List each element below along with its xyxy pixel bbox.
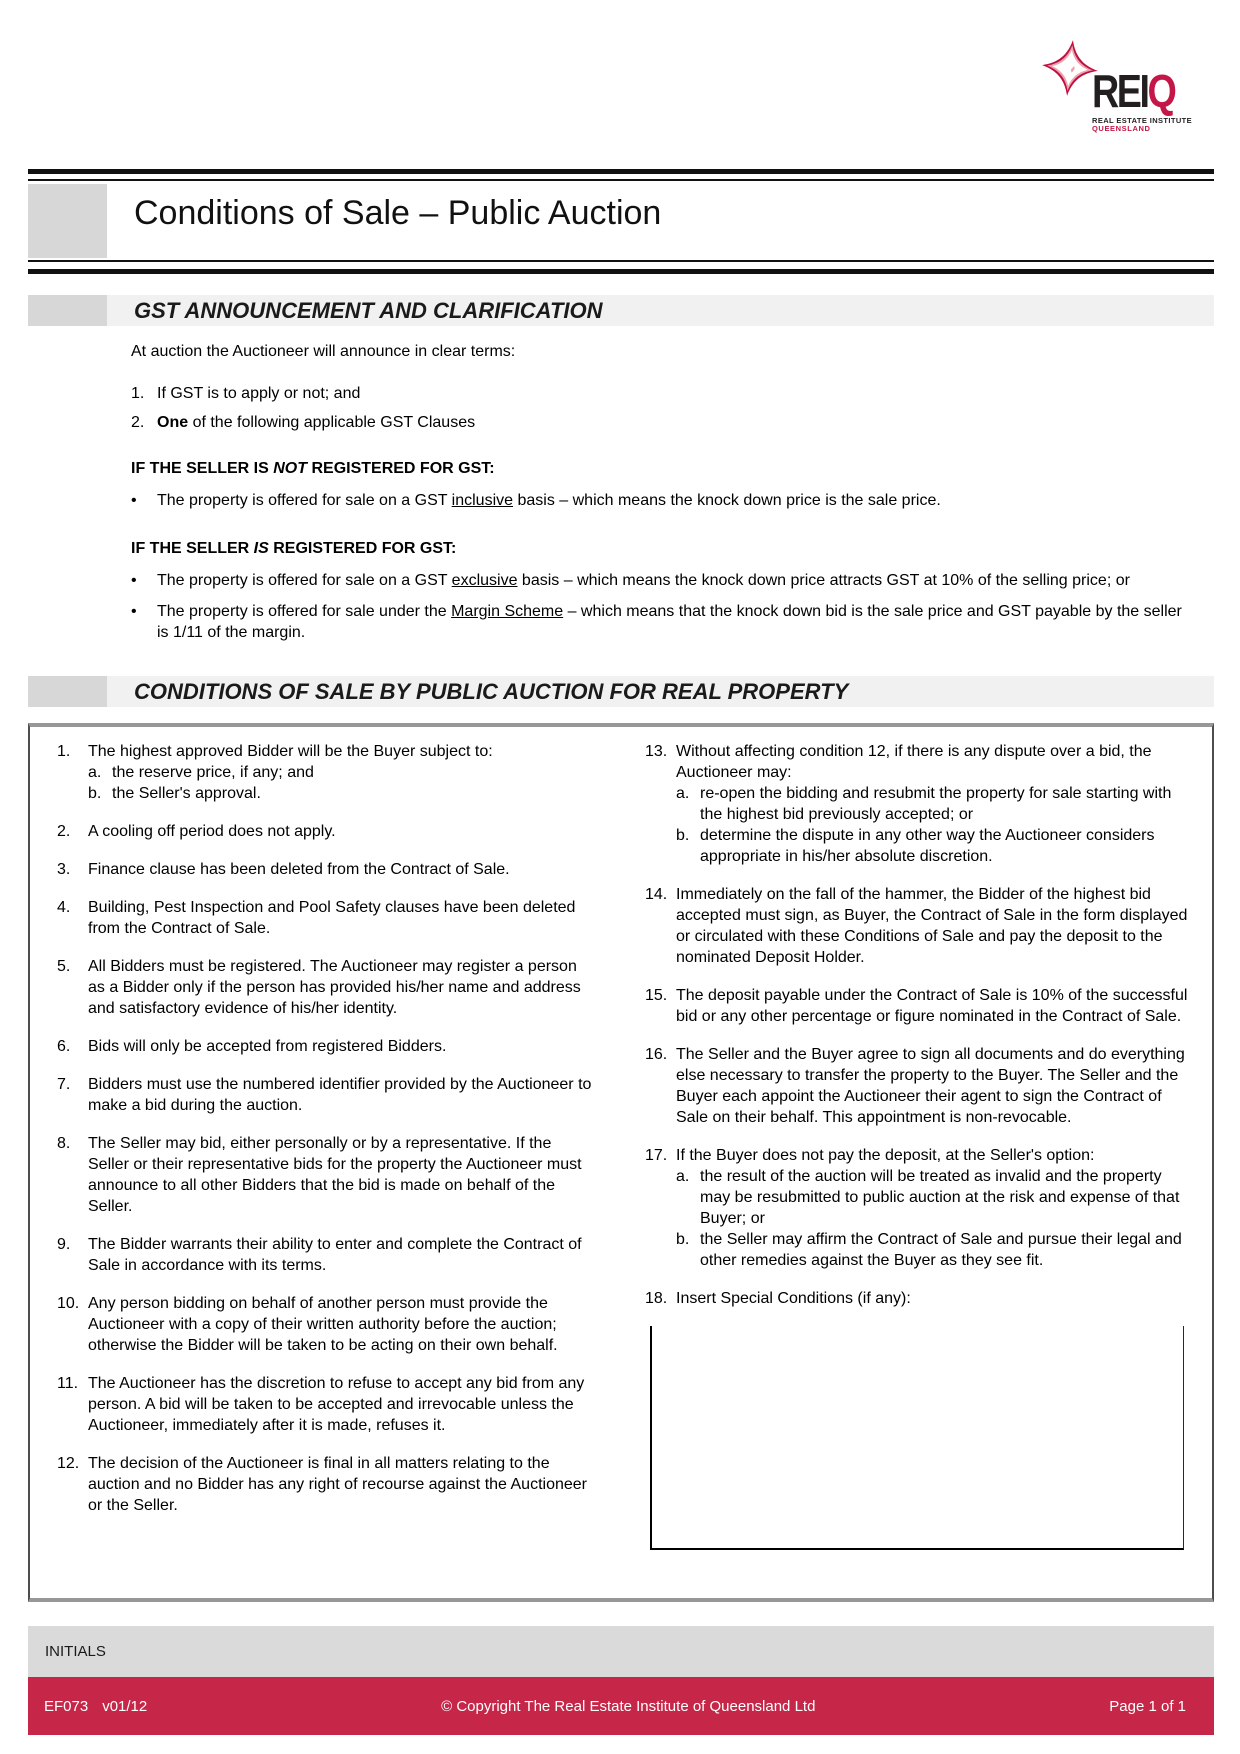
sub-item: a. the reserve price, if any; and [88,764,314,781]
condition-item [57,821,594,842]
gst-section-bar [28,295,1214,326]
gst-section-body [131,341,1193,653]
conditions-column-left [57,741,594,1533]
item-number: 4. [57,899,71,916]
bullet-text: The property is offered for sale on a GST inclusive basis – which means the knock down price is the sale price. [157,492,941,509]
logo-tagline: REAL ESTATE INSTITUTE [1092,116,1193,125]
item-text: Immediately on the fall of the hammer, the Bidder of the highest bid accepted must sign, as Buyer, the Contract of Sale in the form displayed or circulated with these Conditions of Sale and pay the deposit to the nominated Deposit Holder. [676,886,1188,966]
form-code: EF073 [44,1697,89,1715]
item-number: 12. [57,1455,80,1472]
item-text: Bids will only be accepted from registered Bidders. [88,1038,447,1055]
sub-item: a. the result of the auction will be treated as invalid and the property may be resubmitted to public auction at the risk and expense of that Buyer; or [676,1168,1180,1227]
condition-item [57,859,594,880]
condition-item [57,1373,594,1436]
footer-copyright: © Copyright The Real Estate Institute of Queensland Ltd [441,1697,816,1715]
seller-not-registered-heading: IF THE SELLER IS NOT REGISTERED FOR GST: [131,460,495,477]
item-number: 17. [645,1147,668,1164]
bullet-item [131,570,1193,591]
item-number: 6. [57,1038,71,1055]
condition-item [57,1293,594,1356]
bullet-item [131,601,1193,643]
section-bar-square [28,295,107,326]
list-item [131,383,1193,404]
divider [28,179,1214,181]
item-text: Building, Pest Inspection and Pool Safety clauses have been deleted from the Contract of Sale. [88,899,576,937]
sub-item: b. determine the dispute in any other way the Auctioneer considers appropriate in his/her absolute discretion. [676,827,1155,865]
condition-item [57,1074,594,1116]
item-text: The deposit payable under the Contract of Sale is 10% of the successful bid or any other percentage or figure nominated in the Contract of Sale. [676,987,1188,1025]
item-number: 15. [645,987,668,1004]
item-text: The decision of the Auctioneer is final in all matters relating to the auction and no Bidder has any right of recourse against the Auctioneer or the Seller. [88,1455,587,1514]
bullet-icon: • [131,572,137,589]
item-number: 9. [57,1236,71,1253]
conditions-section-bar [28,676,1214,707]
list-item [131,412,1193,433]
footer-form-info [44,1698,147,1715]
initials-label: INITIALS [45,1643,106,1660]
item-text: The Bidder warrants their ability to enter and complete the Contract of Sale in accordance with its terms. [88,1236,582,1274]
conditions-column-right [645,741,1195,1550]
item-number: 8. [57,1135,71,1152]
conditions-box [28,723,1214,1602]
footer-page-number: Page 1 of 1 [1109,1697,1186,1715]
initials-bar [28,1626,1214,1677]
item-text: Finance clause has been deleted from the Contract of Sale. [88,861,510,878]
item-number: 7. [57,1076,71,1093]
divider [28,269,1214,274]
item-text: Bidders must use the numbered identifier provided by the Auctioneer to make a bid during the auction. [88,1076,592,1114]
condition-item [645,1044,1195,1128]
condition-item [645,985,1195,1027]
divider [28,260,1214,262]
bullet-text: The property is offered for sale on a GST exclusive basis – which means the knock down price attracts GST at 10% of the selling price; or [157,572,1130,589]
gst-section-heading: GST ANNOUNCEMENT AND CLARIFICATION [134,298,603,323]
item-text: The Seller and the Buyer agree to sign all documents and do everything else necessary to transfer the property to the Buyer. The Seller and the Buyer each appoint the Auctioneer their agent to sign the Contract of Sale on their behalf. This appointment is non-revocable. [676,1046,1185,1126]
condition-item [645,1145,1195,1271]
condition-item [645,741,1195,867]
item-text: The Auctioneer has the discretion to refuse to accept any bid from any person. A bid will be taken to be accepted and irrevocable unless the Auctioneer, immediately after it is made, refuses it. [88,1375,585,1434]
item-text: A cooling off period does not apply. [88,823,336,840]
bullet-item [131,490,1193,511]
brand-wordmark: REIQ [1092,65,1175,117]
conditions-section-heading: CONDITIONS OF SALE BY PUBLIC AUCTION FOR REAL PROPERTY [134,679,849,704]
item-number: 11. [57,1375,79,1392]
gst-intro: At auction the Auctioneer will announce in clear terms: [131,343,516,360]
item-number: 13. [645,743,668,760]
condition-item [645,1288,1195,1309]
item-text: Insert Special Conditions (if any): [676,1290,911,1307]
sub-item: b. the Seller may affirm the Contract of Sale and pursue their legal and other remedies against the Buyer as they see fit. [676,1231,1182,1269]
bullet-text: The property is offered for sale under the Margin Scheme – which means that the knock down bid is the sale price and GST payable by the seller is 1/11 of the margin. [157,603,1182,641]
section-bar-square [28,676,107,707]
condition-item [57,1234,594,1276]
logo-tagline-state: QUEENSLAND [1092,123,1151,133]
divider [28,169,1214,174]
condition-item [57,897,594,939]
condition-item [57,956,594,1019]
condition-item [57,1133,594,1217]
title-gray-box [28,184,107,258]
sub-item: b. the Seller's approval. [88,785,261,802]
item-number: 14. [645,886,668,903]
item-text: One of the following applicable GST Clauses [157,414,476,431]
item-number: 1. [57,743,71,760]
condition-item [645,884,1195,968]
item-text: If the Buyer does not pay the deposit, at the Seller's option: a. the result of the auction will be treated as invalid and the property may be resubmitted to public auction at the risk and expense of that Buyer; or b. the Seller may affirm the Contract of Sale and pursue their legal and other remedies against the Buyer as they see fit. [676,1145,1195,1271]
item-text: If GST is to apply or not; and [157,385,361,402]
item-number: 18. [645,1290,668,1307]
item-text: Any person bidding on behalf of another person must provide the Auctioneer with a copy of their written authority before the auction; otherwise the Bidder will be taken to be acting on their own behalf. [88,1295,558,1354]
footer-bar [28,1677,1214,1735]
item-text: The Seller may bid, either personally or by a representative. If the Seller or their representative bids for the property the Auctioneer must announce to all other Bidders that the bid is made on behalf of the Seller. [88,1135,582,1215]
sub-item: a. re-open the bidding and resubmit the property for sale starting with the highest bid previously accepted; or [676,785,1172,823]
bullet-icon: • [131,492,137,509]
item-number: 16. [645,1046,668,1063]
special-conditions-box[interactable] [650,1326,1184,1550]
condition-item [57,741,594,804]
reiq-logo [1042,36,1212,144]
condition-item [57,1453,594,1516]
item-number: 2. [131,414,145,431]
seller-registered-heading: IF THE SELLER IS REGISTERED FOR GST: [131,540,457,557]
page-title: Conditions of Sale – Public Auction [134,194,662,232]
condition-item [57,1036,594,1057]
bullet-icon: • [131,603,137,620]
item-number: 3. [57,861,71,878]
form-version: v01/12 [102,1697,148,1715]
item-number: 10. [57,1295,80,1312]
item-number: 1. [131,385,145,402]
item-text: All Bidders must be registered. The Auctioneer may register a person as a Bidder only if the person has provided his/her name and address and satisfactory evidence of his/her identity. [88,958,581,1017]
item-text: Without affecting condition 12, if there is any dispute over a bid, the Auctioneer may: a. re-open the bidding and resubmit the property for sale starting with the highest bid previously accepted; or b. determine the dispute in any other way the Auctioneer considers appropriate in his/her absolute discretion. [676,741,1195,867]
item-number: 5. [57,958,71,975]
item-text: The highest approved Bidder will be the Buyer subject to: a. the reserve price, if any; and b. the Seller's approval. [88,741,594,804]
logo-text [1092,65,1193,133]
item-number: 2. [57,823,71,840]
